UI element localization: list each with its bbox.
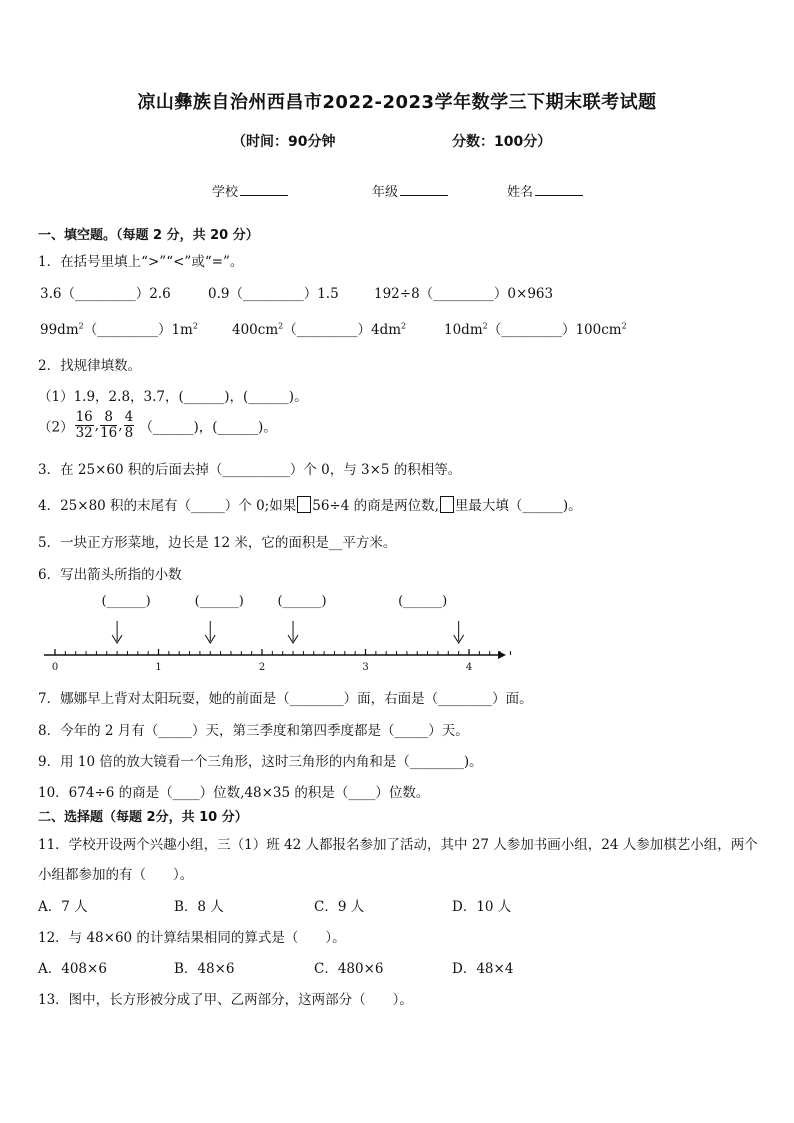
- q1-text: 1．在括号里填上“>”“<”或“=”。: [38, 254, 244, 270]
- fraction-3: $\frac{4}{8}$: [124, 409, 134, 441]
- exam-score: 分数：100分）: [452, 134, 552, 150]
- q11-option-b[interactable]: B．8 人: [174, 899, 224, 915]
- tick-label: 4: [465, 662, 473, 670]
- q3-text: 3．在 25×60 积的后面去掉（__________）个 0，与 3×5 的积相等。: [38, 462, 462, 478]
- section1-heading: 一、填空题。（每题 2 分，共 20 分）: [38, 228, 259, 243]
- name-field[interactable]: [507, 181, 583, 200]
- q10-text: 10．674÷6 的商是（____）位数,48×35 的积是（____）位数。: [38, 785, 430, 801]
- answer-blank: (______): [101, 594, 151, 609]
- q9-text: 9．用 10 倍的放大镜看一个三角形，这时三角形的内角和是（________)。: [38, 754, 483, 770]
- q12-option-c[interactable]: C．480×6: [314, 961, 384, 977]
- q12-option-d[interactable]: D．48×4: [452, 961, 514, 977]
- axis-arrowhead: [498, 651, 506, 659]
- tick-label: 1: [155, 662, 162, 670]
- q11-option-a[interactable]: A．7 人: [38, 899, 88, 915]
- q1-item-5: $400cm^2(\_\_\_\_\_\_\_\_\_)4dm^2$: [232, 321, 407, 338]
- school-line: [240, 183, 288, 196]
- q12-option-b[interactable]: B．48×6: [174, 961, 235, 977]
- q1-item-1: 3.6（_________）2.6: [40, 286, 171, 302]
- q1-item-2: 0.9（_________）1.5: [208, 286, 339, 302]
- grade-field[interactable]: [372, 181, 448, 200]
- page-title: 凉山彝族自治州西昌市2022-2023学年数学三下期末联考试题: [137, 92, 657, 113]
- name-label: 姓名: [507, 185, 534, 200]
- blank-box[interactable]: [297, 496, 311, 513]
- q2-line1: （1）1.9，2.8，3.7，(______)，(______)。: [38, 389, 308, 405]
- fraction-1: $\frac{16}{32}$: [75, 409, 93, 441]
- grade-label: 年级: [372, 185, 399, 200]
- q6-text: 6．写出箭头所指的小数: [38, 567, 182, 583]
- q13-text: 13．图中，长方形被分成了甲、乙两部分，这两部分（ ）。: [38, 992, 413, 1008]
- q7-text: 7．娜娜早上背对太阳玩耍，她的前面是（________）面，右面是（________）面。: [38, 691, 533, 707]
- q1-item-6: $10dm^2(\_\_\_\_\_\_\_\_\_)100cm^2$: [444, 321, 627, 338]
- q11-line1: 11．学校开设两个兴趣小组，三（1）班 42 人都报名参加了活动，其中 27 人参加书画小组，24 人参加棋艺小组，两个: [38, 837, 758, 853]
- fraction-2: $\frac{8}{16}$: [100, 409, 118, 441]
- tick-label: 3: [362, 662, 369, 670]
- q2-line2: （2） $\frac{16}{32}$ , $\frac{8}{16}$ , $\frac{4}{8}$ （______)，(______)。: [38, 409, 277, 441]
- tick-label: 0: [51, 662, 59, 670]
- q11-option-d[interactable]: D．10 人: [452, 899, 512, 915]
- q1-item-3: 192÷8（_________）0×963: [374, 286, 554, 302]
- tick-label: 2: [258, 662, 266, 670]
- name-line: [535, 183, 583, 196]
- grade-line: [400, 183, 448, 196]
- q12-text: 12．与 48×60 的计算结果相同的算式是（ ）。: [38, 930, 346, 946]
- q12-option-a[interactable]: A．408×6: [38, 961, 107, 977]
- answer-blank: (______): [277, 594, 327, 609]
- q11-option-c[interactable]: C．9 人: [314, 899, 365, 915]
- q5-text: 5．一块正方形菜地，边长是 12 米，它的面积是__平方米。: [38, 535, 397, 551]
- school-field[interactable]: [212, 181, 288, 200]
- q4-text: 4．25×80 积的末尾有（_____）个 0;如果 56÷4 的商是两位数, 里最大填（______)。: [38, 498, 582, 514]
- number-line: [0, 585, 794, 670]
- q1-item-4: $99dm^2(\_\_\_\_\_\_\_\_\_)1m^2$: [40, 321, 198, 338]
- exam-time: （时间：90分钟: [232, 134, 336, 150]
- answer-blank: (______): [398, 594, 448, 609]
- school-label: 学校: [212, 185, 239, 200]
- answer-blank: (______): [194, 594, 244, 609]
- q11-line2: 小组都参加的有（ ）。: [38, 867, 194, 883]
- q8-text: 8．今年的 2 月有（_____）天，第三季度和第四季度都是（_____）天。: [38, 723, 469, 739]
- section2-heading: 二、选择题（每题 2分，共 10 分）: [38, 810, 248, 825]
- blank-box[interactable]: [440, 496, 454, 513]
- q2-text: 2．找规律填数。: [38, 358, 142, 374]
